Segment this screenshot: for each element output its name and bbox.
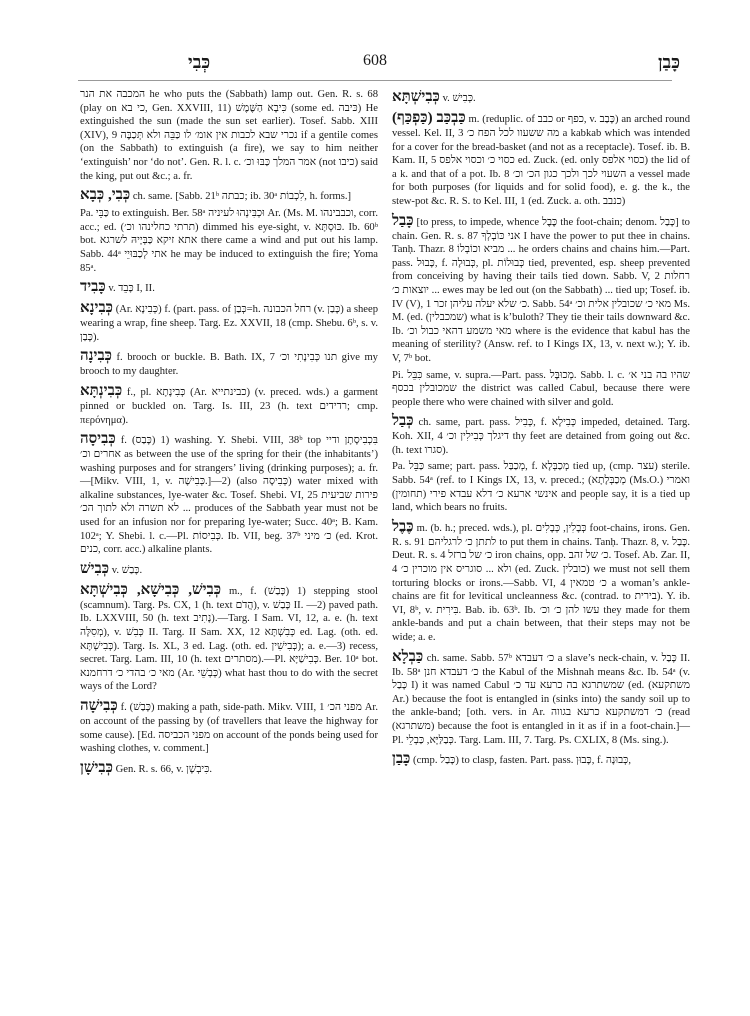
- entry-headword: כְּבַל: [392, 413, 414, 430]
- entry-text: Pa. כַּבֵּל same; part. pass. מְכַבַּל, f. מְכַבְּלָא tied up, (cmp. עצר) sterile. Sabb. 54ᵃ (ref. to I Kings IX, 13, v. preced.; (מְכַבְּלָתָא (Ms.O.) ואמרי אינשי ארעא כ׳ דלא עבדא פירי (תחומין) and people say, it is a tied up land, which bears no fruits.: [392, 461, 691, 514]
- running-head-left: כְּבִי: [188, 52, 211, 72]
- entry-text: v. כְּבִישׁ.: [442, 93, 476, 104]
- dictionary-entry: [392, 750, 690, 768]
- entry-text: (Ar. כְּבִינָא) f. (part. pass. of כְּבַן=h. רחל הכבונה (v. כָּבַן) a sheep wearing a wrap, fine sheep. Targ. Ez. XXVII, 18 (cmp. Shebu. 6ᵇ, s. v. כָּבַן).: [80, 304, 379, 343]
- dictionary-entry: [80, 207, 378, 275]
- dictionary-entry: [392, 412, 690, 457]
- dictionary-entry: [80, 430, 378, 557]
- entry-headword: כְּבִישׁ, כְּבִישָׁא, כְּבִישְׁתָּא: [80, 581, 222, 598]
- page-header: [70, 52, 680, 78]
- entry-headword: כָּבִיד: [80, 279, 106, 296]
- entry-text: f. (כָּבַס) 1) washing. Y. Shebi. VIII, 38ᵇ top בִּכְבִיסָתָן ודיי אחרים וכ׳ as between the use of the spring for their (the inhabitants’) washing purposes and for strangers’ living (drinking purposes); a. fr.—[Mikv. VIII, 1, v. כְּבִישָׁה.]—2) (also כְּבִיסָה) water mixed with alkaline substances, lye-water &c. Tosef. Shebi. VI, 25 פירות שביעית לא תשרה ולא לתוך הכ׳ ... produces of the Sabbath year must not be used for an infusion nor for preparing lye-water; Succ. 40ᵃ; B. Kam. 102ᵃ; Y. Shebi. l. c.—Pl. כְּבִיסוֹת. Ib. VII, beg. 37ᵇ כ׳ מיני (ed. Krot. כנים, corr. acc.) alkaline plants.: [80, 435, 379, 556]
- entry-headword: כְּבִינָה: [80, 348, 112, 365]
- running-head-right: כָּבַן: [657, 52, 680, 72]
- entry-text: Gen. R. s. 66, v. כִּיבְשָׁן.: [115, 763, 213, 775]
- entry-text: ch. same. Sabb. 57ᵇ כ׳ דעבדא a slave’s neck-chain, v. כָּבַל II. Ib. 58ᵃ כ׳ דעבדא חנן the Kabul of the Mishnah means &c. Ib. 54ᵃ (v. כָּבַל I) it was named Cabul שמשתרגא בה כרעא עד כ׳ (ed. (משתקעא Ar.) because the foot is entangled in (sinks into) the sandy soil up to the ankle-band; [oth. vers. in Ar. כ׳ דמשתקעא כרעא בגווה (read (משתרגא) because the foot is entangled in it as if in a foot-chain.]—Pl. כְּבַלַּיָּא, כַּבְלֵי. Targ. Lam. III, 7. Targ. Ps. CXLIX, 8 (Ms. sing.).: [392, 652, 691, 746]
- dictionary-entry: [392, 369, 690, 410]
- entry-text: ch. same, part. pass. כְּבִיל, f. כְּבִילָא impeded, detained. Targ. Koh. XII, 4 דיגלך כְּבִילִין וכ׳ thy feet are detained from going out &c. (h. text סגרו).: [392, 417, 690, 456]
- entry-headword: כְּבִישְׁתָּא: [392, 89, 440, 105]
- entry-text: (cmp. כָּבַל) to clasp, fasten. Part. pass. כָּבוּן, f. כְּבוּנָה,: [413, 755, 632, 767]
- left-column: [80, 88, 378, 780]
- dictionary-entry: [80, 560, 378, 578]
- dictionary-entry: [80, 299, 378, 344]
- entry-text: m. (b. h.; preced. wds.), pl. כְּבָלִין, כְּבָלִים foot-chains, irons. Gen. R. s. 91 לתתן כ׳ לרגליהם to put them in chains. Tanḥ. Thazr. 8, v. כָּבַל. Deut. R. s. 4 כ׳ של ברזל iron chains, opp. כ׳ של זהב. Tosef. Ab. Zar. II, 4 ולא ... סוגריס אין מוכרין כ׳ (ed. Zuck. כובלין) we must not sell them torturing blocks or irons.—Sabb. VI, 4 כ׳ טמאין a woman’s ankle-chains are fit for levitical uncleanness &c. (contrad. to בירית). Y. ib. VI, 8ᵇ, v. בִּירִית. Bab. ib. 63ᵇ. Ib. עשו להן כ׳ וכ׳ they made for them ankle-bands and put a chain between, that their steps may not be wide; a. e.: [392, 522, 691, 643]
- dictionary-entry: [80, 88, 378, 183]
- entry-headword: כְּבִיסָה: [80, 431, 116, 448]
- entry-headword: כָּבַן: [392, 751, 411, 768]
- entry-headword: כֶּבֶל: [392, 518, 414, 535]
- entry-text: f. (כָּבַשׁ) making a path, side-path. Mikv. VIII, 1 מפני הכ׳ Ar. on account of the passing by (of travellers that leave the highway for some cause). [Ed. מפני הכביסה on account of the ponds being used for washing clothes, v. comment.]: [80, 702, 379, 755]
- entry-text: m., f. (כָּבַשׁ) 1) stepping stool (scamnum). Targ. Ps. CX, 1 (h. text הֲדֹם), v. כָּבַשׁ II. —2) paved path. Ib. LXXVIII, 50 (h. text נָתִיב).—Targ. I Sam. VI, 12, a. e. (h. text מְסִלָּה), v. כְּבִשׁ II. Targ. II Sam. XX, 12 כְּבִשְׁתָּא ed. Lag. (oth. ed. כְּבִישְׁתָּא). Targ. Is. XL, 3 ed. Lag. (oth. ed. כְּבִישִׁין); a. e.—3) recess, secret. Targ. Lam. III, 10 (h. text מסתרים).—Pl. כְּבִישַׁיָּא. Ber. 10ᵃ bot. מאי כ׳ בהדי כ׳ דרחמנא (Ar. כְּבְשֵׁי) what hast thou to do with the secret ways of the Lord?: [80, 585, 379, 693]
- entry-headword: כְּבִישׁ: [80, 560, 110, 577]
- dictionary-entry: [80, 697, 378, 756]
- dictionary-entry: [392, 518, 690, 645]
- entry-headword: כָּבַל: [392, 212, 414, 229]
- entry-headword: כַּבְלָא: [392, 648, 424, 665]
- dictionary-entry: [80, 581, 378, 694]
- page-number: 608: [363, 52, 387, 69]
- dictionary-entry: [392, 88, 690, 106]
- entry-text: f., pl. כְּבִינָתָא (Ar. כבינתייא) (v. preced. wds.) a garment pinned or buckled on. Targ. Is. III, 23 (h. text רדידים; cmp. περόνημα).: [80, 386, 378, 426]
- entry-text: [to press, to impede, whence כֶּבֶל the foot-chain; denom. כָּבַל] to chain. Gen. R. s. 87 אני כּוֹבְלְךָ I have the power to put thee in chains. Tanḥ. Thazr. 8 מביא וכוֹבְלוֹ ... he orders chains and chains him.—Part. pass. כָּבוּל, f. כְּבוּלָה, pl. כְּבוּלוֹת tied, prevented, esp. sheep prevented from conceiving by having their tails tied down. Sabb. V, 2 רחלות יוצאות כ׳ ... ewes may be led out (on the Sabbath) ... tied up; Tosef. ib. IV (V), 1 כ׳ שלא יעלה עליהן זכר. Sabb. 54ᵃ מאי כ׳ שכובלין אלית וכ׳ Ms. M. (ed. (שמכבלין) what is k’buloth? They tie their tails downward &c. Ib. מאי משמע דהאי כבול וכ׳ where is the evidence that kabul has the meaning of sterility? (Answ. ref. to I Kings IX, 13, v. next w.); Y. ib. V, 7ᵇ bot.: [392, 216, 691, 364]
- entry-headword: כְּבִינְתָּא: [80, 382, 123, 399]
- entry-text: ch. same. [Sabb. 21ᵇ כבתה; ib. 30ᵃ לִכְבוֹת, h. forms.]: [132, 191, 352, 203]
- dictionary-entry: [392, 648, 690, 748]
- dictionary-entry: [392, 460, 690, 514]
- entry-text: m. (reduplic. of כבב or כפף, v. כָּבַב) an arched round vessel. Kel. II, 3 מה ששעוו לכל הפח כ׳ a kabkab which was intended for a cover for the bread-basket (and not as a receptacle). Tosef. ib. B. Kam. II, 5 כסוי כ׳ וכסוי אלפס ed. Zuck. (ed. only כסוי אלפס) the lid of a k. and that of a pot. Ib. 8 השעוי לכך ולכך כגון הכ׳ וכ׳ a vessel made for both purposes (for liquids and for solid food), e. g. the k., the stew-pot &c. R. S. to Kel. III, 1 (ed. Zuck. a. oth. כנבב): [392, 114, 691, 207]
- entry-headword: כְּבִישָׁן: [80, 759, 113, 776]
- entry-headword: כְּבִי, כְּבָא: [80, 187, 131, 204]
- dictionary-entry: [80, 759, 378, 777]
- dictionary-entry: [392, 109, 690, 209]
- entry-text: המכבה את הנר he who puts the (Sabbath) lamp out. Gen. R. s. 68 (play on כי בא, Gen. XXVIII, 11) כִּיבָא הַשֶּׁמֶשׁ (some ed. כּיבה) He extinguished the sun (made the sun set earlier). Tosef. Sabb. XIII (XIV), 9 נכרי שבא לכבות אין אומ׳ לו כַּבֵּה ולא תְּכַבֶּה if a gentile comes (on the Sabbath) to extinguish (a fire), we say to him neither ‘extinguish’ nor ‘do not’. Gen. R. l. c. אמר המלך כַּבּוּ וכ׳ (not כיבו) said the king, put out &c.; a. fr.: [80, 89, 378, 182]
- entry-text: f. brooch or buckle. B. Bath. IX, 7 תנו כְּבִינָתִי וכ׳ give my brooch to my daughter.: [80, 352, 378, 378]
- dictionary-entry: [80, 347, 378, 379]
- entry-text: Pa. כַּבֵּי to extinguish. Ber. 58ᵃ וּכְבִּינְהוּ לעיניה Ar. (Ms. M. וכבבינהו, corr. acc.; ed. (תרתי כחלינהו וכ׳) dimmed his eye-sight, v. כּוּסְתָּא. Ib. 60ᵇ bot. אתא זיקא כַּבְּיָיהּ לשרגא there came a wind and put out his lamp. Sabb. 44ᵃ אתי לְכַבּוּיֵי he may be induced to extinguish the fire; Yoma 85ᵃ.: [80, 208, 379, 274]
- entry-text: Pi. כִּבֵּל same, v. supra.—Part. pass. מְכוּבָּל. Sabb. l. c. שהיו בה בני א׳ שמכובלין בכסף the district was called Cabul, because there were people there who were chained with silver and gold.: [392, 369, 690, 408]
- dictionary-entry: [80, 186, 378, 204]
- header-rule: [78, 80, 672, 81]
- dictionary-entry: [80, 382, 378, 427]
- entry-text: v. כָּבֵד I, II.: [108, 283, 155, 295]
- entry-headword: כְּבִינָא: [80, 300, 114, 317]
- entry-headword: כַּבְכַּב (כַּפְכַּף): [392, 110, 466, 126]
- right-column: [392, 88, 690, 771]
- dictionary-entry: [392, 212, 690, 366]
- dictionary-entry: [80, 278, 378, 296]
- entry-headword: כְּבִישָׁה: [80, 698, 118, 714]
- entry-text: v. כָּבַשׁ.: [111, 564, 143, 576]
